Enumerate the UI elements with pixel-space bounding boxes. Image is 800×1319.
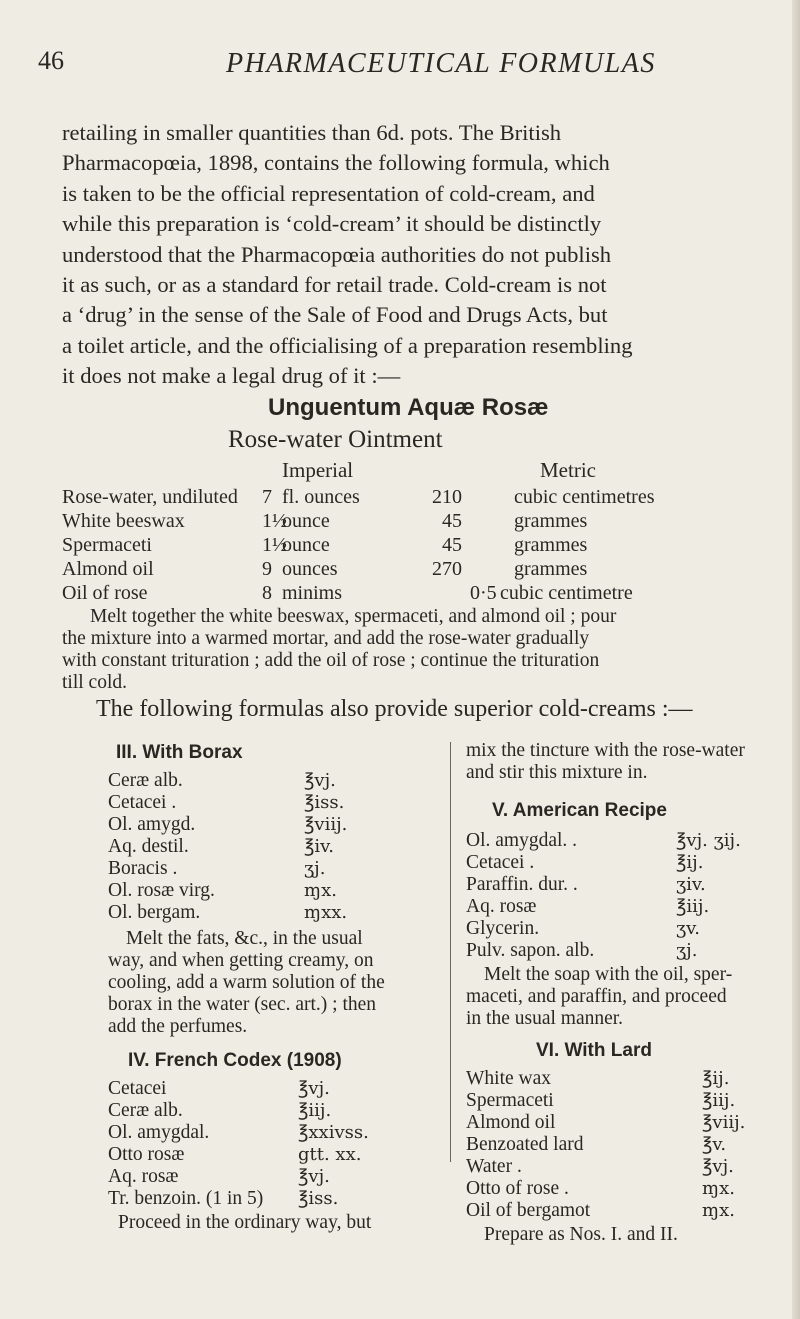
- rx-qty: ʒj.: [676, 940, 698, 961]
- rx-name: Ol. rosæ virg.: [108, 880, 215, 901]
- rx-qty: ℥v.: [702, 1134, 727, 1155]
- imperial-qty: 7: [262, 486, 272, 508]
- intro-paragraph: [62, 118, 762, 392]
- metric-header: Metric: [540, 458, 596, 482]
- ingredient-name: Rose-water, undiluted: [62, 486, 238, 508]
- method-line: till cold.: [62, 672, 127, 693]
- metric-qty: 0·5: [470, 582, 497, 604]
- metric-qty: 45: [442, 534, 462, 556]
- rx-qty: ɱx.: [702, 1178, 735, 1199]
- rx-name: Glycerin.: [466, 918, 540, 939]
- method-line: the mixture into a warmed mortar, and add the rose-water gradually: [62, 628, 590, 649]
- rx-qty: ℥ij.: [702, 1068, 730, 1089]
- rx-qty: ℥iss.: [304, 792, 345, 813]
- method-line: Melt the soap with the oil, sper-: [484, 964, 733, 985]
- metric-unit: cubic centimetre: [500, 582, 633, 604]
- section-vi-title: [536, 1040, 652, 1062]
- method-line: in the usual manner.: [466, 1008, 624, 1029]
- rx-qty: ℥iij.: [298, 1100, 332, 1121]
- metric-unit: grammes: [514, 510, 588, 532]
- metric-qty: 270: [432, 558, 462, 580]
- intro-line: a toilet article, and the officialising of a preparation resembling: [62, 332, 633, 358]
- rx-name: Paraffin. dur. .: [466, 874, 578, 895]
- rx-name: Almond oil: [466, 1112, 556, 1133]
- following-heading: The following formulas also provide superior cold-creams :—: [96, 696, 693, 722]
- metric-unit: cubic centimetres: [514, 486, 655, 508]
- intro-line: a ‘drug’ in the sense of the Sale of Food and Drugs Acts, but: [62, 302, 608, 328]
- section-vi-method: [484, 1224, 774, 1246]
- rx-qty: ℥iij.: [676, 896, 710, 917]
- rx-name: Boracis .: [108, 858, 178, 879]
- rx-qty: ʒiv.: [676, 874, 706, 895]
- rx-qty: ℥vj.: [298, 1078, 330, 1099]
- intro-line: it does not make a legal drug of it :—: [62, 363, 401, 389]
- rx-name: Ceræ alb.: [108, 770, 183, 791]
- rx-qty: ɱx.: [304, 880, 337, 901]
- method-line: Melt the fats, &c., in the usual: [126, 928, 363, 949]
- ointment-english-title: Rose-water Ointment: [228, 426, 443, 453]
- rx-qty: ʒv.: [676, 918, 700, 939]
- running-title: PHARMACEUTICAL FORMULAS: [226, 48, 656, 79]
- imperial-qty: 1½: [262, 510, 287, 532]
- metric-unit: grammes: [514, 558, 588, 580]
- imperial-qty: 8: [262, 582, 272, 604]
- method-line: mix the tincture with the rose-water: [466, 740, 745, 761]
- section-iv-continuation: [466, 740, 766, 784]
- rx-name: Otto of rose .: [466, 1178, 569, 1199]
- imperial-unit: ounce: [282, 510, 330, 532]
- rx-name: Ol. amygdal. .: [466, 830, 578, 851]
- ingredient-name: Spermaceti: [62, 534, 152, 556]
- method-line: Proceed in the ordinary way, but: [118, 1212, 372, 1233]
- ingredient-name: White beeswax: [62, 510, 185, 532]
- section-title-text: III. With Borax: [116, 742, 243, 763]
- section-iv-title: [128, 1050, 342, 1072]
- method-line: borax in the water (sec. art.) ; then: [108, 994, 377, 1015]
- rx-name: Cetacei .: [108, 792, 177, 813]
- method-line: maceti, and paraffin, and proceed: [466, 986, 727, 1007]
- rx-name: Otto rosæ: [108, 1144, 185, 1165]
- method-line: with constant trituration ; add the oil of rose ; continue the trituration: [62, 650, 600, 671]
- rx-name: Cetacei: [108, 1078, 167, 1099]
- metric-qty: 45: [442, 510, 462, 532]
- intro-line: retailing in smaller quantities than 6d. pots. The British: [62, 120, 562, 145]
- rx-name: Aq. rosæ: [108, 1166, 179, 1187]
- rx-qty: ℥vj. ʒij.: [676, 830, 741, 851]
- imperial-unit: ounces: [282, 558, 338, 580]
- section-title-text: VI. With Lard: [536, 1040, 652, 1061]
- page-edge-shadow: [792, 0, 800, 1319]
- rx-qty: ℥iij.: [702, 1090, 736, 1111]
- imperial-unit: ounce: [282, 534, 330, 556]
- ingredient-name: Almond oil: [62, 558, 154, 580]
- section-iii-method: [108, 928, 438, 1038]
- rx-name: Cetacei .: [466, 852, 535, 873]
- rx-qty: ℥vj.: [298, 1166, 330, 1187]
- rx-qty: ℥viij.: [304, 814, 348, 835]
- imperial-qty: 9: [262, 558, 272, 580]
- method-line: cooling, add a warm solution of the: [108, 972, 385, 993]
- intro-line: is taken to be the official representation of cold-cream, and: [62, 180, 595, 206]
- method-line: Prepare as Nos. I. and II.: [484, 1224, 678, 1245]
- imperial-header: Imperial: [282, 458, 354, 482]
- column-divider: [450, 742, 451, 1162]
- ointment-latin-title: Unguentum Aquæ Rosæ: [268, 394, 549, 421]
- intro-line: while this preparation is ‘cold-cream’ it should be distinctly: [62, 211, 602, 237]
- rx-qty: gtt. xx.: [298, 1144, 362, 1165]
- rx-qty: ℥iv.: [304, 836, 334, 857]
- rx-qty: ℥ij.: [676, 852, 704, 873]
- imperial-unit: fl. ounces: [282, 486, 360, 508]
- rx-name: Aq. destil.: [108, 836, 189, 857]
- rx-name: White wax: [466, 1068, 552, 1089]
- intro-line: understood that the Pharmacopœia authorities do not publish: [62, 241, 612, 267]
- ointment-method: [62, 606, 764, 694]
- rx-qty: ʒj.: [304, 858, 326, 879]
- rx-qty: ɱxx.: [304, 902, 348, 923]
- section-iii-title: [116, 742, 243, 764]
- rx-name: Benzoated lard: [466, 1134, 584, 1155]
- rx-name: Ol. amygdal.: [108, 1122, 210, 1143]
- metric-unit: grammes: [514, 534, 588, 556]
- imperial-qty: 1½: [262, 534, 287, 556]
- metric-qty: 210: [432, 486, 462, 508]
- method-line: Melt together the white beeswax, spermaceti, and almond oil ; pour: [90, 606, 617, 627]
- rx-qty: ℥vj.: [304, 770, 336, 791]
- rx-qty: ℥xxivss.: [298, 1122, 369, 1143]
- rx-qty: ℥vj.: [702, 1156, 734, 1177]
- method-line: and stir this mixture in.: [466, 762, 648, 783]
- rx-qty: ℥iss.: [298, 1188, 339, 1209]
- ingredient-name: Oil of rose: [62, 582, 148, 604]
- rx-qty: ℥viij.: [702, 1112, 746, 1133]
- section-title-text: V. American Recipe: [492, 800, 667, 821]
- section-iv-method: [108, 1212, 444, 1234]
- rx-name: Ol. amygd.: [108, 814, 196, 835]
- rx-name: Pulv. sapon. alb.: [466, 940, 595, 961]
- section-title-text: IV. French Codex (1908): [128, 1050, 342, 1071]
- section-v-title: [492, 800, 667, 822]
- rx-name: Tr. benzoin. (1 in 5): [108, 1188, 264, 1209]
- page-number: 46: [38, 46, 64, 75]
- imperial-unit: minims: [282, 582, 343, 604]
- rx-name: Aq. rosæ: [466, 896, 537, 917]
- rx-name: Oil of bergamot: [466, 1200, 591, 1221]
- section-v-method: [466, 964, 766, 1030]
- intro-line: Pharmacopœia, 1898, contains the following formula, which: [62, 150, 610, 176]
- rx-name: Water .: [466, 1156, 522, 1177]
- rx-name: Ol. bergam.: [108, 902, 201, 923]
- rx-name: Spermaceti: [466, 1090, 554, 1111]
- rx-name: Ceræ alb.: [108, 1100, 183, 1121]
- method-line: way, and when getting creamy, on: [108, 950, 374, 971]
- method-line: add the perfumes.: [108, 1016, 248, 1037]
- intro-line: it as such, or as a standard for retail trade. Cold-cream is not: [62, 272, 607, 298]
- rx-qty: ɱx.: [702, 1200, 735, 1221]
